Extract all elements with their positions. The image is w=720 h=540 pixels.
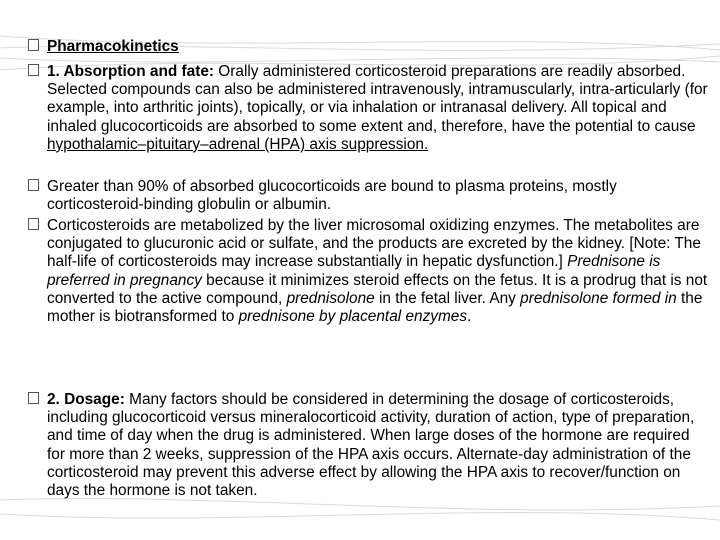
absorption-paragraph [28,63,708,154]
dosage-label: 2. Dosage: [47,391,125,408]
bullet-box-icon [28,39,39,51]
bullet-box-icon [28,392,39,404]
bullet-box-icon [28,64,39,76]
metabolism-paragraph [28,217,708,326]
dosage-paragraph [28,391,708,500]
metabolism-text-2: because it minimizes steroid effects on the fetus. It is a prodrug that is not converted to the active compound, [47,271,708,307]
metabolism-italic-2: prednisolone [286,289,375,307]
binding-paragraph [28,178,708,214]
metabolism-text-5: . [467,308,472,326]
binding-text: Greater than 90% of absorbed glucocorticoids are bound to plasma proteins, mostly corticosteroid-binding globulin or albumin. [47,178,617,214]
metabolism-italic-1: Prednisone is preferred in pregnancy [47,253,661,289]
absorption-label: 1. Absorption and fate: [47,63,215,80]
metabolism-text-1: Corticosteroids are metabolized by the liver microsomal oxidizing enzymes. The metabolites are conjugated to glucuronic acid or sulfate, and the products are excreted by the kidney. [Note: The half-life of corticosteroids may increase substantially in hepatic dysfunction.] [47,217,701,271]
metabolism-italic-4: prednisone by placental enzymes [238,308,468,326]
hpa-suppression-text: hypothalamic–pituitary–adrenal (HPA) axis suppression. [47,135,429,153]
section-heading: Pharmacokinetics [47,38,179,55]
metabolism-text-3: in the fetal liver. Any [374,289,521,307]
heading-paragraph [28,38,708,56]
metabolism-italic-3: prednisolone formed in [520,289,677,307]
dosage-text: Many factors should be considered in determining the dosage of corticosteroids, including glucocorticoid versus mineralocorticoid activity, duration of action, type of preparation, and time of day when the drug is administered. When large doses of the hormone are required for more than 2 weeks, suppression of the HPA axis occurs. Alternate-day administration of the corticosteroid may prevent this adverse effect by allowing the HPA axis to recover/function on days the hormone is not taken. [47,391,695,500]
bullet-box-icon [28,218,39,230]
bullet-box-icon [28,179,39,191]
metabolism-text-4: the mother is biotransformed to [47,289,703,326]
absorption-text: Orally administered corticosteroid preparations are readily absorbed. Selected compounds can also be administered intravenously, intramuscularly, intra-articularly (for example, into arthritic joints), topically, or via inhalation or intranasal delivery. All topical and inhaled glucocorticoids are absorbed to some extent and, therefore, have the potential to cause [47,63,708,135]
